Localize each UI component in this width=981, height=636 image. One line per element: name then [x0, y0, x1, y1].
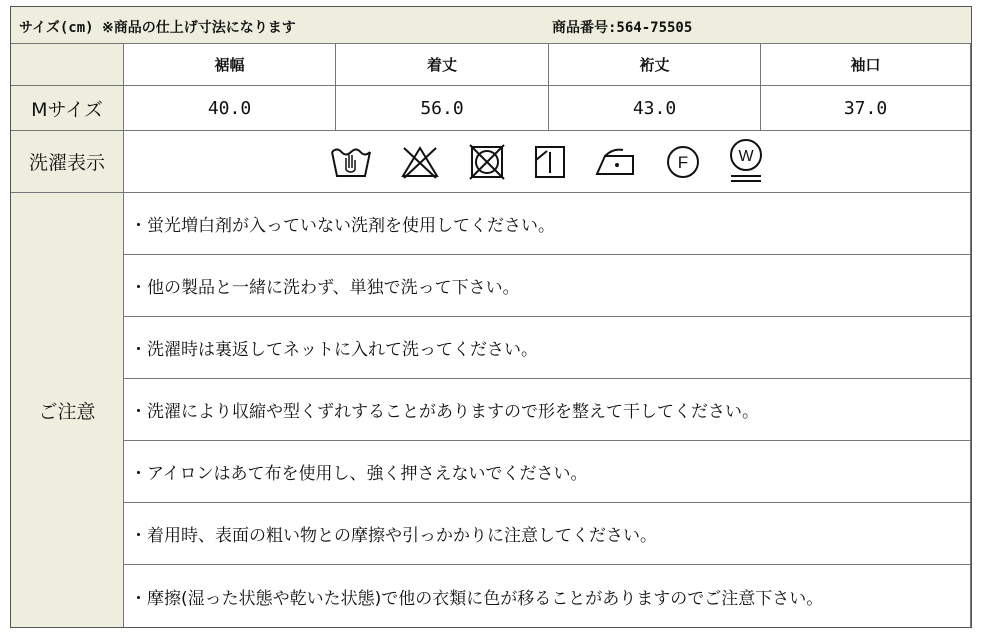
wet-clean-letter: W — [738, 147, 754, 165]
no-bleach-icon — [399, 142, 441, 182]
corner-cell — [11, 44, 124, 86]
note-item: ・蛍光増白剤が入っていない洗剤を使用してください。 — [124, 193, 971, 255]
col-header-length: 着丈 — [336, 44, 549, 86]
hand-wash-icon — [329, 140, 373, 184]
col-header-cuff: 袖口 — [761, 44, 971, 86]
size-note: サイズ(cm) ※商品の仕上げ寸法になります — [19, 20, 296, 36]
value-hem-width: 40.0 — [124, 86, 336, 131]
note-item: ・着用時、表面の粗い物との摩擦や引っかかりに注意してください。 — [124, 503, 971, 565]
dry-clean-letter: F — [677, 152, 689, 172]
value-cuff: 37.0 — [761, 86, 971, 131]
value-length: 56.0 — [336, 86, 549, 131]
note-item: ・他の製品と一緒に洗わず、単独で洗って下さい。 — [124, 255, 971, 317]
wet-clean-w-icon — [727, 138, 765, 186]
value-sleeve-length: 43.0 — [549, 86, 761, 131]
laundry-label: 洗濯表示 — [11, 131, 124, 193]
note-item: ・アイロンはあて布を使用し、強く押さえないでください。 — [124, 441, 971, 503]
size-row-label: Mサイズ — [11, 86, 124, 131]
product-number: 商品番号:564-75505 — [552, 20, 693, 36]
notes-label: ご注意 — [11, 193, 124, 627]
low-iron-icon — [593, 144, 639, 180]
dry-clean-f-icon — [665, 144, 701, 180]
col-header-sleeve-length: 裄丈 — [549, 44, 761, 86]
header-bar — [11, 7, 971, 44]
product-info-sheet — [10, 6, 972, 628]
laundry-icons — [124, 131, 971, 193]
note-item: ・摩擦(湿った状態や乾いた状態)で他の衣類に色が移ることがありますのでご注意下さい。 — [124, 565, 971, 627]
no-tumble-dry-icon — [467, 142, 507, 182]
note-item: ・洗濯により収縮や型くずれすることがありますので形を整えて干してください。 — [124, 379, 971, 441]
note-item: ・洗濯時は裏返してネットに入れて洗ってください。 — [124, 317, 971, 379]
line-dry-icon — [533, 143, 567, 181]
col-header-hem-width: 裾幅 — [124, 44, 336, 86]
